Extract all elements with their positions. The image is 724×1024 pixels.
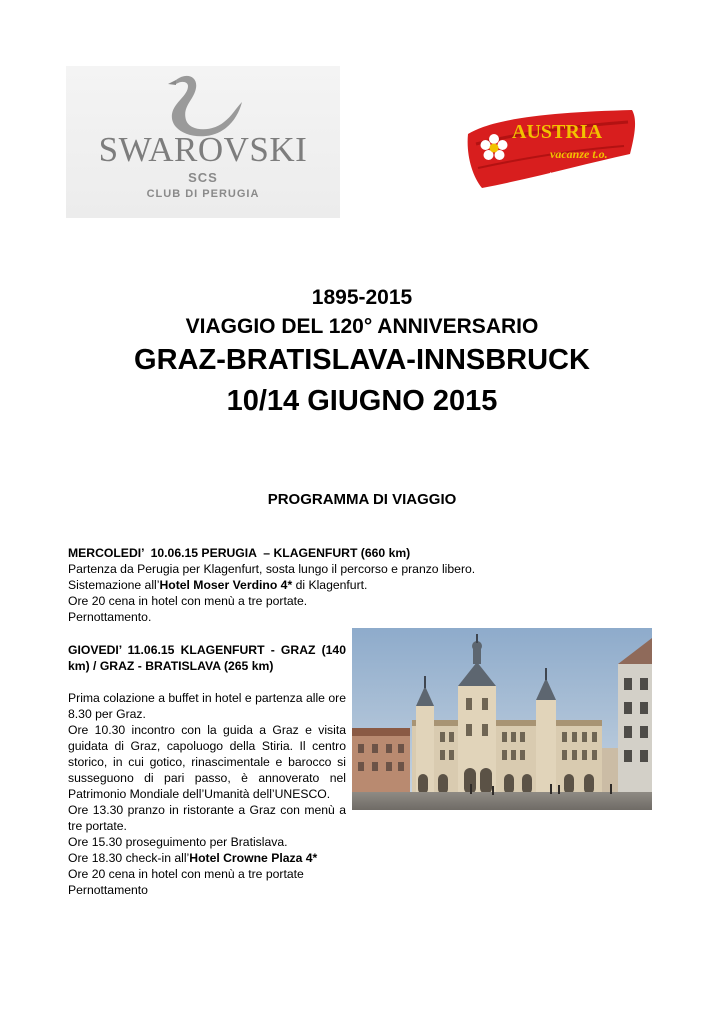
day2-p4: Ore 15.30 proseguimento per Bratislava.	[68, 835, 288, 849]
day1-line3: Ore 20 cena in hotel con menù a tre portate.	[68, 594, 308, 608]
day1-section	[68, 545, 628, 625]
day2-p5	[68, 850, 346, 866]
day2-p7: Pernottamento	[68, 883, 148, 897]
day2-body	[68, 690, 346, 898]
swarovski-scs: SCS	[188, 170, 218, 185]
day1-line4: Pernottamento.	[68, 610, 152, 624]
day1-hotel: Hotel Moser Verdino 4*	[159, 578, 293, 592]
day1-line2-prefix: Sistemazione all’	[68, 578, 160, 592]
day1-line2	[68, 577, 628, 593]
day1-line2-suffix: di Klagenfurt.	[292, 578, 368, 592]
day1-heading: MERCOLEDI’ 10.06.15 PERUGIA – KLAGENFURT (660 km)	[68, 546, 411, 560]
day2-p6: Ore 20 cena in hotel con menù a tre portate	[68, 867, 304, 881]
day2-p3: Ore 13.30 pranzo in ristorante a Graz con menù a tre portate.	[68, 803, 346, 833]
day2-heading: GIOVEDI’ 11.06.15 KLAGENFURT - GRAZ (140 km) / GRAZ - BRATISLAVA (265 km)	[68, 643, 346, 673]
graz-townhall-photo	[352, 628, 652, 810]
day1-line1: Partenza da Perugia per Klagenfurt, sosta lungo il percorso e pranzo libero.	[68, 562, 476, 576]
day2-p2: Ore 10.30 incontro con la guida a Graz e visita guidata di Graz, capoluogo della Stiria. Il centro storico, in cui gotico, rinascimentale e barocco si susseguono di pari passo, è annoverato nel Patrimonio Mondiale dell’Umanità dell’UNESCO.	[68, 723, 346, 801]
title-dates: 10/14 GIUGNO 2015	[226, 385, 498, 417]
day2-hotel: Hotel Crowne Plaza 4*	[189, 851, 318, 865]
austria-vacanze-logo	[464, 104, 640, 192]
swarovski-logo	[66, 66, 340, 218]
title-route: GRAZ-BRATISLAVA-INNSBRUCK	[134, 344, 590, 376]
title-trip: VIAGGIO DEL 120° ANNIVERSARIO	[185, 315, 539, 338]
title-years: 1895-2015	[311, 286, 413, 309]
austria-brand-text: AUSTRIA	[512, 121, 603, 143]
austria-logo-graphic	[464, 104, 640, 192]
austria-byline-text: by Cobianchi Viaggi 1925®	[550, 172, 617, 178]
austria-tagline-text: vacanze t.o.	[550, 147, 608, 161]
day2-p5-prefix: Ore 18.30 check-in all’	[68, 851, 190, 865]
day2-p1: Prima colazione a buffet in hotel e partenza alle ore 8.30 per Graz.	[68, 691, 346, 721]
swarovski-club: CLUB DI PERUGIA	[146, 188, 260, 200]
program-heading: PROGRAMMA DI VIAGGIO	[267, 491, 457, 508]
swarovski-wordmark: SWAROVSKI	[98, 130, 308, 169]
